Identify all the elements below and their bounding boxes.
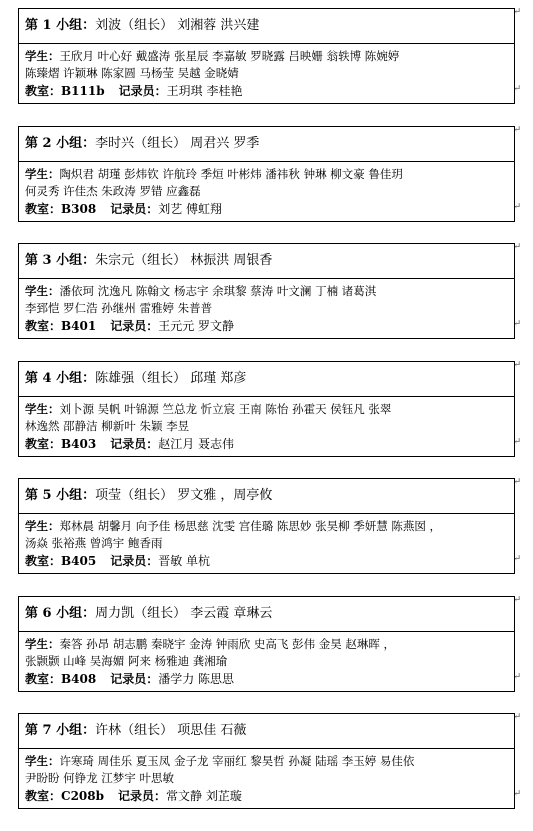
room-value: B408 xyxy=(61,671,97,686)
students-line-1 xyxy=(25,48,399,64)
group-title xyxy=(25,135,259,153)
students-list-2: 李郅恺 罗仁浩 孙继州 雷雅婷 朱普普 xyxy=(25,301,213,315)
recorder-names: 潘学力 陈思思 xyxy=(158,671,235,686)
room-recorder-line xyxy=(25,436,234,452)
group-block xyxy=(18,359,521,479)
group-title-prefix: 第 4 小组： xyxy=(25,370,96,386)
group-title xyxy=(25,487,272,505)
students-line-2 xyxy=(25,183,201,199)
students-list-1: 许寒琦 周佳乐 夏玉凤 金子龙 宰丽红 黎昊哲 孙凝 陆瑶 李玉婷 易佳依 xyxy=(59,754,415,768)
students-line-1 xyxy=(25,636,395,652)
group-block xyxy=(18,477,521,596)
students-list-2: 张颢颢 山峰 吴海媚 阿来 杨雅迪 龚湘瑜 xyxy=(25,653,228,668)
group-block xyxy=(18,124,521,244)
group-leaders: 陈雄强（组长） 邱瑾 郑彦 xyxy=(95,370,247,386)
group-leaders: 李时兴（组长） 周君兴 罗季 xyxy=(95,135,260,151)
room-value: B401 xyxy=(61,319,97,333)
room-recorder-line xyxy=(25,201,222,217)
students-list-1: 潘依珂 沈逸凡 陈翰文 杨志宇 余琪黎 蔡涛 叶文澜 丁楠 诸葛淇 xyxy=(59,284,377,298)
recorder-names: 刘艺 傅虹翔 xyxy=(158,201,223,216)
group-title-prefix: 第 1 小组： xyxy=(25,18,96,33)
students-line-1 xyxy=(25,518,441,534)
room-recorder-line xyxy=(25,788,242,804)
group-body-box xyxy=(18,278,521,339)
students-list-1: 秦答 孙昂 胡志鹏 秦晓宇 金涛 钟雨欣 史高飞 彭伟 金昊 赵琳晖 ， xyxy=(59,636,396,651)
paragraph-mark-icon: ↵ xyxy=(513,84,521,94)
recorder-label: 记录员： xyxy=(118,84,167,98)
room-label: 教室： xyxy=(25,436,62,451)
paragraph-mark-icon: ↵ xyxy=(513,319,521,329)
paragraph-mark-icon: ↵ xyxy=(513,201,521,212)
group-leaders: 项莹（组长） 罗文雅 ，周亭攸 xyxy=(95,488,273,503)
students-label: 学生： xyxy=(25,754,60,768)
group-body-box xyxy=(18,513,521,574)
room-recorder-line xyxy=(25,553,210,569)
group-block xyxy=(18,594,521,714)
room-label: 教室： xyxy=(25,789,62,803)
students-line-2 xyxy=(25,300,212,316)
group-header-box xyxy=(18,359,521,397)
paragraph-mark-icon: ↵ xyxy=(513,477,521,487)
recorder-label: 记录员： xyxy=(110,319,159,333)
recorder-label: 记录员： xyxy=(118,789,167,803)
students-line-2 xyxy=(25,535,162,551)
group-header-box xyxy=(18,712,521,749)
students-label: 学生： xyxy=(25,401,60,416)
group-title-prefix: 第 3 小组： xyxy=(25,253,96,268)
recorder-names: 王玥琪 李桂艳 xyxy=(166,84,243,98)
room-label: 教室： xyxy=(25,84,62,98)
room-value: B405 xyxy=(61,554,97,568)
students-line-1 xyxy=(25,401,391,417)
recorder-label: 记录员： xyxy=(110,201,159,216)
students-list-2: 陈臻熠 许颖琳 陈家圆 马杨莹 吴越 金晓婧 xyxy=(25,66,239,80)
paragraph-mark-icon: ↵ xyxy=(513,554,521,564)
group-body-box xyxy=(18,748,521,809)
group-block xyxy=(18,712,521,831)
group-header-box xyxy=(18,594,521,632)
room-label: 教室： xyxy=(25,554,62,568)
room-label: 教室： xyxy=(25,201,62,216)
group-header-box xyxy=(18,477,521,514)
students-line-2 xyxy=(25,653,227,669)
group-title xyxy=(25,605,272,623)
paragraph-mark-icon: ↵ xyxy=(513,436,521,447)
room-label: 教室： xyxy=(25,319,62,333)
students-line-1 xyxy=(25,283,376,299)
recorder-label: 记录员： xyxy=(110,671,159,686)
group-title xyxy=(25,17,259,35)
paragraph-mark-icon: ↵ xyxy=(513,594,521,605)
students-list-1: 王欣月 叶心好 戴盛涛 张星辰 李嘉敏 罗晓露 吕映姗 翁轶博 陈婉婷 xyxy=(59,49,400,63)
room-label: 教室： xyxy=(25,671,62,686)
students-line-1 xyxy=(25,753,414,769)
students-list-2: 林逸然 邵静洁 柳新叶 朱颖 李昱 xyxy=(25,418,190,433)
group-body-box xyxy=(18,631,521,692)
group-title xyxy=(25,370,246,388)
recorder-names: 常文静 刘芷璇 xyxy=(166,789,242,803)
recorder-names: 赵江月 聂志伟 xyxy=(158,436,235,451)
students-label: 学生： xyxy=(25,166,60,181)
group-body-box xyxy=(18,396,521,457)
paragraph-mark-icon: ↵ xyxy=(513,712,521,722)
students-list-2: 汤焱 张裕燕 曾鸿宇 鲍香雨 xyxy=(25,536,163,550)
group-header-box xyxy=(18,7,521,44)
group-body-box xyxy=(18,43,521,104)
room-value: B308 xyxy=(61,201,97,216)
group-title-prefix: 第 2 小组： xyxy=(25,135,96,151)
students-list-1: 刘卜源 吴帆 叶锦源 竺总龙 忻立宸 王南 陈怡 孙霍天 侯钰凡 张翠 xyxy=(59,401,392,416)
group-leaders: 许林（组长） 项思佳 石薇 xyxy=(95,723,247,738)
students-label: 学生： xyxy=(25,284,60,298)
group-block xyxy=(18,242,521,361)
students-line-1 xyxy=(25,166,403,182)
students-label: 学生： xyxy=(25,519,60,533)
paragraph-mark-icon: ↵ xyxy=(513,359,521,370)
group-title-prefix: 第 6 小组： xyxy=(25,605,96,621)
recorder-names: 王元元 罗文静 xyxy=(158,319,235,333)
paragraph-mark-icon: ↵ xyxy=(513,242,521,252)
group-title xyxy=(25,722,246,740)
students-label: 学生： xyxy=(25,49,60,63)
group-body-box xyxy=(18,161,521,222)
group-list xyxy=(18,7,521,831)
recorder-label: 记录员： xyxy=(110,554,159,568)
students-line-2 xyxy=(25,770,174,786)
students-list-2: 何灵秀 许佳杰 朱政涛 罗错 应鑫磊 xyxy=(25,183,201,198)
paragraph-mark-icon: ↵ xyxy=(513,124,521,135)
students-line-2 xyxy=(25,418,189,434)
paragraph-mark-icon: ↵ xyxy=(513,789,521,799)
students-list-2: 尹盼盼 何铮龙 江梦宇 叶思敏 xyxy=(25,771,174,785)
recorder-label: 记录员： xyxy=(110,436,159,451)
room-recorder-line xyxy=(25,83,242,99)
paragraph-mark-icon: ↵ xyxy=(513,671,521,682)
students-label: 学生： xyxy=(25,636,60,651)
group-title-prefix: 第 7 小组： xyxy=(25,723,96,738)
room-value: C208b xyxy=(61,789,105,803)
students-list-1: 陶炽君 胡瑾 彭炜钦 许航玲 季烜 叶彬炜 潘祎秋 钟琳 柳文豪 鲁佳玥 xyxy=(59,166,403,181)
students-list-1: 郑林晨 胡馨月 向予佳 杨思慈 沈雯 宫佳璐 陈思妙 张昊柳 季妍慧 陈燕囡 ， xyxy=(59,519,442,533)
group-leaders: 刘波（组长） 刘湘蓉 洪兴建 xyxy=(95,18,260,33)
group-title xyxy=(25,252,272,270)
group-title-prefix: 第 5 小组： xyxy=(25,488,96,503)
recorder-names: 晋敏 单杭 xyxy=(158,554,211,568)
room-recorder-line xyxy=(25,671,234,687)
room-value: B403 xyxy=(61,436,97,451)
paragraph-mark-icon: ↵ xyxy=(513,7,521,17)
group-header-box xyxy=(18,242,521,279)
room-value: B111b xyxy=(61,84,105,98)
group-block xyxy=(18,7,521,126)
room-recorder-line xyxy=(25,318,234,334)
group-leaders: 周力凯（组长） 李云霞 章琳云 xyxy=(95,605,273,621)
students-line-2 xyxy=(25,65,239,81)
group-leaders: 朱宗元（组长） 林振洪 周银香 xyxy=(95,253,273,268)
group-header-box xyxy=(18,124,521,162)
